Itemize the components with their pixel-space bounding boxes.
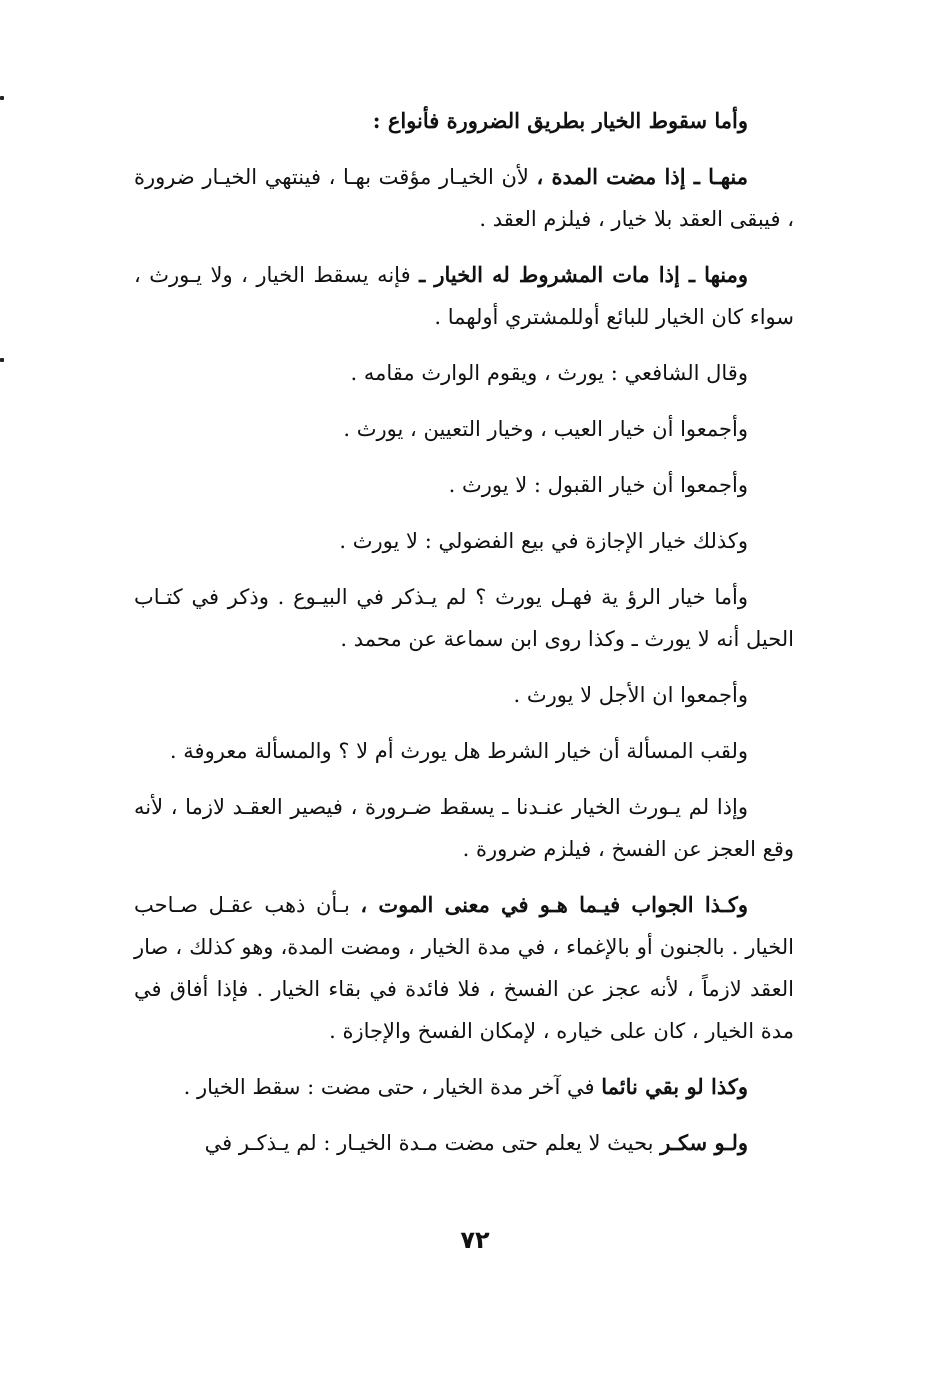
- paragraph-lead: وكـذا الجواب فيـما هـو في معنى الموت ،: [360, 892, 748, 917]
- paragraph: [134, 100, 794, 142]
- paragraph-text: وأما خيار الرؤ ية فهـل يورث ؟ لم يـذكر في البيـوع . وذكر في كتـاب الحيل أنه لا يورث ـ وكذا روى ابن سماعة عن محمد .: [134, 585, 794, 651]
- paragraph-lead: ولـو سكـر: [660, 1130, 748, 1155]
- paragraph: [134, 156, 794, 240]
- paragraph: [134, 464, 794, 506]
- paragraph-lead: وكذا لو بقي نائما: [601, 1074, 748, 1099]
- paragraph: [134, 520, 794, 562]
- paragraph-lead: ومنها ـ إذا مات المشروط له الخيار ـ: [419, 262, 748, 287]
- paragraph-text: وكذلك خيار الإجازة في بيع الفضولي : لا يورث .: [339, 529, 748, 553]
- paragraph: [134, 254, 794, 338]
- paragraph: [134, 352, 794, 394]
- paragraph: [134, 674, 794, 716]
- paragraph-lead: منهـا ـ إذا مضت المدة ،: [536, 164, 748, 189]
- paragraph-text: وقال الشافعي : يورث ، ويقوم الوارث مقامه .: [350, 361, 748, 385]
- paragraph-lead: وأما سقوط الخيار بطريق الضرورة فأنواع :: [372, 108, 748, 133]
- paragraph-text: وأجمعوا ان الأجل لا يورث .: [513, 683, 748, 707]
- paragraph-text: ولقب المسألة أن خيار الشرط هل يورث أم لا ؟ والمسألة معروفة .: [169, 739, 748, 763]
- paragraph: [134, 730, 794, 772]
- paragraph: [134, 1066, 794, 1108]
- scan-edge-mark: [0, 96, 4, 100]
- paragraph-text: بـأن ذهب عقـل صـاحب الخيار . بالجنون أو بالإغماء ، في مدة الخيار ، ومضت المدة، وهو كذلك ، صار العقد لازماً ، لأنه عجز عن الفسخ ، فلا فائدة في بقاء الخيار . فإذا أفاق في مدة الخيار ، كان على خياره ، لإمكان الفسخ والإجازة .: [134, 893, 794, 1043]
- body-text: [134, 100, 794, 1164]
- paragraph-text: لأن الخيـار مؤقت بهـا ، فينتهي الخيـار ضرورة ، فيبقى العقد بلا خيار ، فيلزم العقد .: [134, 165, 794, 231]
- paragraph-text: بحيث لا يعلم حتى مضت مـدة الخيـار : لم يـذكـر في: [204, 1131, 661, 1155]
- paragraph-text: في آخر مدة الخيار ، حتى مضت : سقط الخيار .: [183, 1075, 602, 1099]
- paragraph-text: وأجمعوا أن خيار العيب ، وخيار التعيين ، يورث .: [343, 417, 748, 441]
- paragraph: [134, 576, 794, 660]
- paragraph: [134, 786, 794, 870]
- paragraph-text: وأجمعوا أن خيار القبول : لا يورث .: [448, 473, 748, 497]
- page-number: ٧٢: [460, 1226, 490, 1254]
- paragraph-text: وإذا لم يـورث الخيار عنـدنا ـ يسقط ضـرورة ، فيصير العقـد لازما ، لأنه وقع العجز عن الفسخ ، فيلزم ضرورة .: [134, 795, 794, 861]
- scan-edge-mark: [0, 358, 4, 362]
- paragraph: [134, 884, 794, 1052]
- paragraph: [134, 408, 794, 450]
- paragraph: [134, 1122, 794, 1164]
- paragraph-text: فإنه يسقط الخيار ، ولا يـورث ، سواء كان الخيار للبائع أوللمشتري أولهما .: [134, 263, 794, 329]
